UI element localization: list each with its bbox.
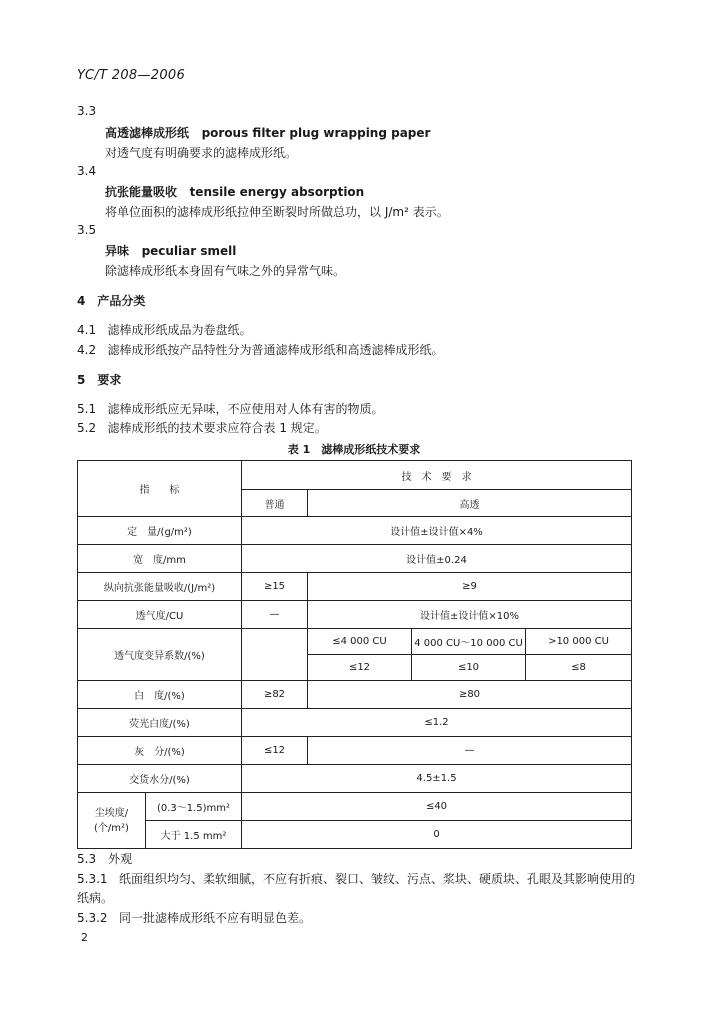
clause-text: 滤棒成形纸的技术要求应符合表 1 规定。 xyxy=(107,421,327,435)
variation-value-mid: ≤10 xyxy=(412,655,526,681)
value-tensile-normal: ≥15 xyxy=(242,573,308,601)
doc-code-header: YC/T 208—2006 xyxy=(77,68,186,83)
value-width: 设计值±0.24 xyxy=(242,545,632,573)
value-ash-high: — xyxy=(308,737,632,765)
definition-term xyxy=(105,242,236,259)
definition-term xyxy=(105,124,430,141)
clause xyxy=(77,870,635,887)
row-label-fluorescent-whiteness: 荧光白度/(%) xyxy=(78,709,242,737)
clause-number: 4.2 xyxy=(77,343,97,357)
clause-text: 同一批滤棒成形纸不应有明显色差。 xyxy=(119,911,312,925)
clause xyxy=(77,419,327,436)
header-indicator: 指 标 xyxy=(78,461,242,517)
value-dirt-small: ≤40 xyxy=(242,793,632,821)
clause-continuation: 纸病。 xyxy=(77,891,114,905)
term-zh: 高透滤棒成形纸 xyxy=(105,126,190,140)
value-permeability-normal: — xyxy=(242,601,308,629)
clause-text: 滤棒成形纸成品为卷盘纸。 xyxy=(107,323,252,337)
dirt-subrange-small: (0.3～1.5)mm² xyxy=(146,793,242,821)
row-label-quantitative: 定 量/(g/m²) xyxy=(78,517,242,545)
table-caption: 表 1 滤棒成形纸技术要求 xyxy=(287,443,421,456)
clause-text: 滤棒成形纸按产品特性分为普通滤棒成形纸和高透滤棒成形纸。 xyxy=(107,343,444,357)
definition-number: 3.5 xyxy=(77,223,97,237)
dirt-subrange-large: 大于 1.5 mm² xyxy=(146,821,242,849)
clause xyxy=(77,909,311,926)
row-label-whiteness: 白 度/(%) xyxy=(78,681,242,709)
clause xyxy=(77,321,252,338)
clause xyxy=(77,341,444,358)
value-variation-normal-empty xyxy=(242,629,308,681)
clause-number: 5.3.1 xyxy=(77,872,108,886)
dirt-label-line1: 尘埃度/ xyxy=(94,807,129,819)
clause-number: 5.2 xyxy=(77,421,97,435)
header-high-permeability: 高透 xyxy=(308,490,632,517)
value-quantitative: 设计值±设计值×4% xyxy=(242,517,632,545)
definition-term xyxy=(105,183,364,200)
value-tensile-high: ≥9 xyxy=(308,573,632,601)
definition-desc: 对透气度有明确要求的滤棒成形纸。 xyxy=(105,146,298,160)
section-heading: 5.3 外观 xyxy=(77,852,133,866)
variation-range-mid: 4 000 CU～10 000 CU xyxy=(412,629,526,655)
clause-number: 4.1 xyxy=(77,323,97,337)
spec-table xyxy=(77,460,632,849)
section-heading: 5 要求 xyxy=(77,373,122,387)
clause-text: 纸面组织均匀、柔软细腻，不应有折痕、裂口、皱纹、污点、浆块、硬质块、孔眼及其影响使用的 xyxy=(119,872,636,886)
row-label-dirt xyxy=(78,793,146,849)
page-number: 2 xyxy=(81,931,88,944)
definition-desc: 除滤棒成形纸本身固有气味之外的异常气味。 xyxy=(105,264,346,278)
row-label-permeability: 透气度/CU xyxy=(78,601,242,629)
row-label-ash: 灰 分/(%) xyxy=(78,737,242,765)
row-label-permeability-variation: 透气度变异系数/(%) xyxy=(78,629,242,681)
variation-range-low: ≤4 000 CU xyxy=(308,629,412,655)
clause-number: 5.3.2 xyxy=(77,911,108,925)
variation-range-high: >10 000 CU xyxy=(526,629,632,655)
value-dirt-large: 0 xyxy=(242,821,632,849)
header-normal: 普通 xyxy=(242,490,308,517)
term-en: peculiar smell xyxy=(141,244,237,258)
row-label-width: 宽 度/mm xyxy=(78,545,242,573)
clause-number: 5.1 xyxy=(77,402,97,416)
dirt-label-line2: (个/m²) xyxy=(94,822,129,834)
value-whiteness-normal: ≥82 xyxy=(242,681,308,709)
value-moisture: 4.5±1.5 xyxy=(242,765,632,793)
definition-number: 3.4 xyxy=(77,164,97,178)
value-whiteness-high: ≥80 xyxy=(308,681,632,709)
term-en: tensile energy absorption xyxy=(189,185,365,199)
variation-value-high: ≤8 xyxy=(526,655,632,681)
term-zh: 抗张能量吸收 xyxy=(105,185,178,199)
clause xyxy=(77,400,384,417)
variation-value-low: ≤12 xyxy=(308,655,412,681)
definition-number: 3.3 xyxy=(77,104,97,118)
value-permeability-high: 设计值±设计值×10% xyxy=(308,601,632,629)
value-fluorescent-whiteness: ≤1.2 xyxy=(242,709,632,737)
header-tech-requirements: 技 术 要 求 xyxy=(242,461,632,490)
term-zh: 异味 xyxy=(105,244,130,258)
section-heading: 4 产品分类 xyxy=(77,294,146,308)
row-label-moisture: 交货水分/(%) xyxy=(78,765,242,793)
clause-text: 滤棒成形纸应无异味，不应使用对人体有害的物质。 xyxy=(107,402,384,416)
term-en: porous filter plug wrapping paper xyxy=(201,126,431,140)
definition-desc: 将单位面积的滤棒成形纸拉伸至断裂时所做总功，以 J/m² 表示。 xyxy=(105,205,449,219)
value-ash-normal: ≤12 xyxy=(242,737,308,765)
row-label-tensile-energy: 纵向抗张能量吸收/(J/m²) xyxy=(78,573,242,601)
